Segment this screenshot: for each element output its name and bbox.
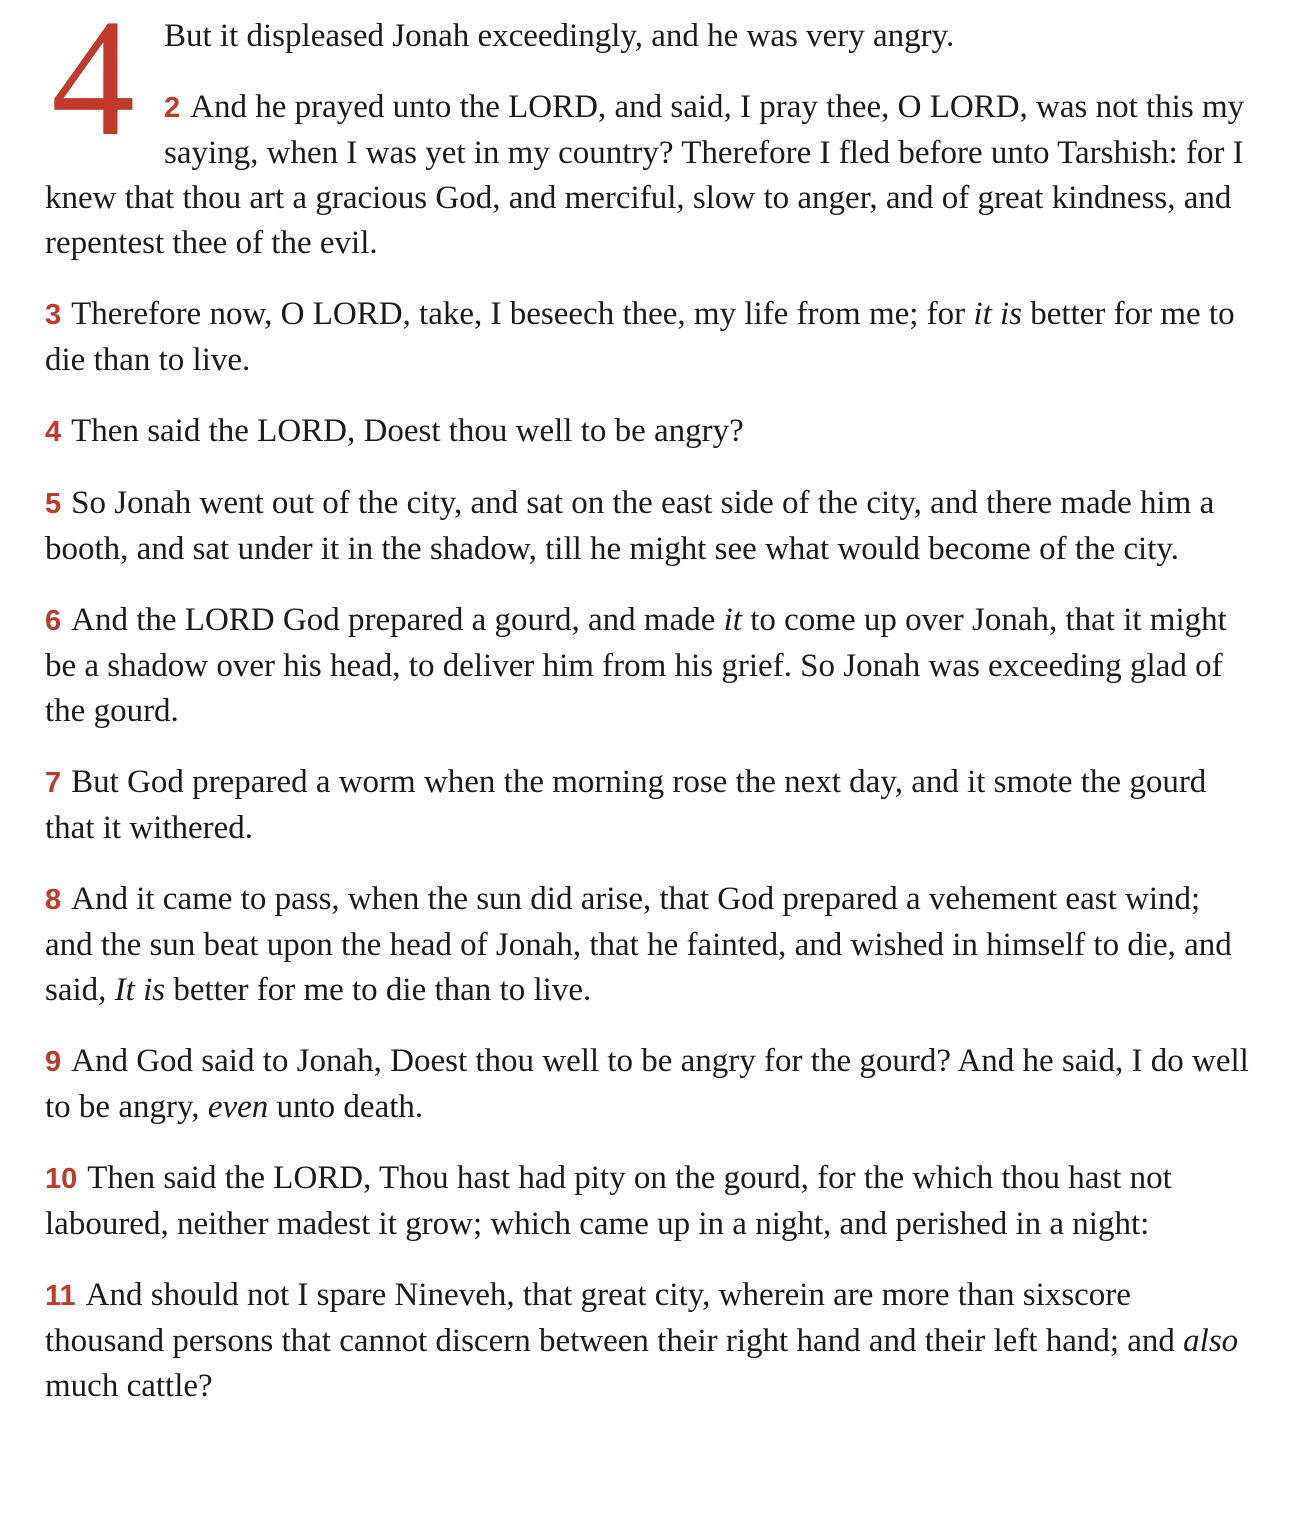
verse-text-segment: Then said the LORD, Doest thou well to be angry? [71, 413, 744, 449]
verse-text-segment: to come up over Jonah, that it might be a shadow over his head, to deliver him from his grief. So Jonah was exceeding glad of the gourd. [45, 602, 1227, 729]
chapter-number-text: 4 [51, 4, 135, 154]
verse-text-segment: And he prayed unto the LORD, and said, I pray thee, O LORD, was not this my saying, when I was yet in my country? Therefore I fled before unto Tarshish: for I knew that thou art a gracious God, and merciful, slow to anger, and of great kindness, and repentest thee of the evil. [45, 89, 1245, 261]
verse-number: 7 [45, 767, 62, 799]
verse-text [45, 764, 1206, 846]
verse-text-segment: much cattle? [45, 1368, 213, 1404]
verse-text-segment: But it displeased Jonah exceedingly, and he was very angry. [164, 18, 955, 54]
verse-text-segment: unto death. [268, 1089, 424, 1125]
verse-text-segment: better for me to die than to live. [45, 296, 1235, 378]
verse [45, 877, 1250, 1013]
verse-number: 3 [45, 299, 62, 331]
verse [45, 292, 1250, 383]
verse-number: 4 [45, 416, 62, 448]
verse-number: 6 [45, 605, 62, 637]
chapter-number [45, 4, 160, 154]
verse [45, 85, 1250, 266]
verse-number: 9 [45, 1046, 62, 1078]
verse-text [71, 413, 744, 449]
verse-text-segment: And the LORD God prepared a gourd, and made [71, 602, 724, 638]
verse [45, 760, 1250, 851]
verse-text [45, 602, 1227, 729]
verse [45, 1156, 1250, 1247]
chapter-number-glyph [45, 4, 160, 154]
verse-text-segment: And it came to pass, when the sun did arise, that God prepared a vehement east wind; and the sun beat upon the head of Jonah, that he fainted, and wished in himself to die, and said, [45, 881, 1232, 1008]
verse-number: 5 [45, 488, 62, 520]
verse-text [45, 881, 1232, 1008]
verse-text-segment: better for me to die than to live. [165, 972, 592, 1008]
chapter-content [45, 0, 1250, 1435]
verse-text [45, 1160, 1172, 1242]
verse-text [164, 18, 954, 54]
verse-text-italic: even [207, 1089, 269, 1125]
verse-text-italic: It is [114, 972, 166, 1008]
verse-text-segment: Then said the LORD, Thou hast had pity on the gourd, for the which thou hast not laboured, neither madest it grow; which came up in a night, and perished in a night: [45, 1160, 1172, 1242]
verse-text-italic: also [1183, 1323, 1239, 1359]
verse-list [45, 14, 1250, 1409]
verse-number: 10 [45, 1163, 78, 1195]
verse-text-italic: it is [973, 296, 1023, 332]
verse-text [45, 296, 1235, 378]
verse-text [45, 89, 1244, 261]
verse-number: 2 [164, 92, 181, 124]
verse-text [45, 485, 1214, 567]
verse-number: 11 [45, 1280, 76, 1312]
verse-text-segment: And God said to Jonah, Doest thou well to be angry for the gourd? And he said, I do well to be angry, [45, 1043, 1249, 1125]
verse-text-segment: But God prepared a worm when the morning rose the next day, and it smote the gourd that it withered. [45, 764, 1207, 846]
verse [45, 1273, 1250, 1409]
verse-number: 8 [45, 884, 62, 916]
verse-text-segment: So Jonah went out of the city, and sat on the east side of the city, and there made him a booth, and sat under it in the shadow, till he might see what would become of the city. [45, 485, 1215, 567]
verse-text [45, 1043, 1249, 1125]
verse-text [45, 1277, 1238, 1404]
verse [45, 409, 1250, 455]
verse-text-italic: it [723, 602, 742, 638]
verse [45, 1039, 1250, 1130]
verse-text-segment: Therefore now, O LORD, take, I beseech thee, my life from me; for [71, 296, 974, 332]
verse [45, 481, 1250, 572]
verse [45, 14, 1250, 59]
verse-text-segment: And should not I spare Nineveh, that great city, wherein are more than sixscore thousand persons that cannot discern between their right hand and their left hand; and [45, 1277, 1184, 1359]
verse [45, 598, 1250, 734]
